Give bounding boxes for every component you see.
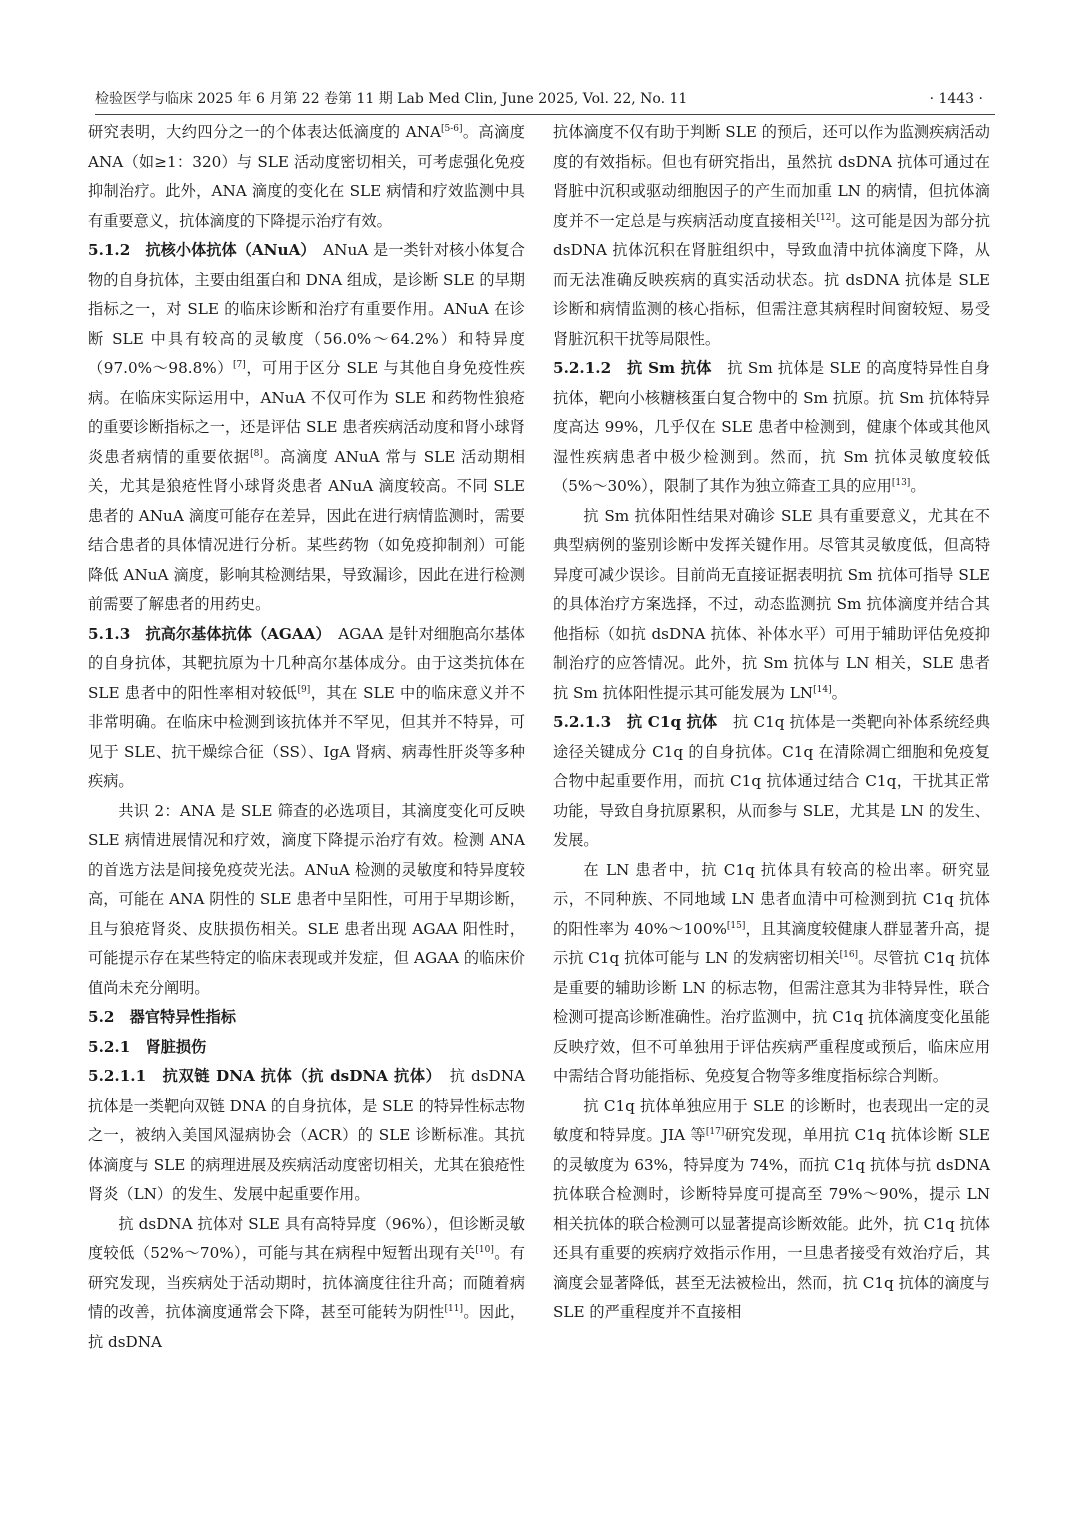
citation-ref: [17] <box>705 1126 725 1137</box>
text-run: 。这可能是因为部分抗 dsDNA 抗体沉积在肾脏组织中，导致血清中抗体滴度下降，从而无法准确反映疾病的真实活动状态。抗 dsDNA 抗体是 SLE 诊断和病情监测的核心指标，但需注意其病程时间窗较短、易受肾脏沉积干扰等局限性。 <box>553 211 991 348</box>
text-run: 抗 dsDNA 抗体对 SLE 具有高特异度（96%），但诊断灵敏度较低（52%～70%），可能与其在病程中短暂出现有关 <box>88 1214 525 1262</box>
paragraph <box>553 856 990 1092</box>
journal-citation: 检验医学与临床 2025 年 6 月第 22 卷第 11 期 Lab Med Clin, June 2025, Vol. 22, No. 11 <box>95 91 688 107</box>
citation-ref: [13] <box>891 477 911 488</box>
text-run: 。尽管抗 C1q 抗体是重要的辅助诊断 LN 的标志物，但需注意其为非特异性，联合检测可提高诊断准确性。治疗监测中，抗 C1q 抗体滴度变化虽能反映疗效，但不可单独用于评估疾病严重程度或预后，临床应用中需结合肾功能指标、免疫复合物等多维度指标综合判断。 <box>553 949 990 1085</box>
text-run: 抗 C1q 抗体是一类靶向补体系统经典途径关键成分 C1q 的自身抗体。C1q 在清除凋亡细胞和免疫复合物中起重要作用，而抗 C1q 抗体通过结合 C1q，干扰其正常功能，导致自身抗原累积，从而参与 SLE，尤其是 LN 的发生、发展。 <box>553 713 990 849</box>
text-run: 抗体滴度不仅有助于判断 SLE 的预后，还可以作为监测疾病活动度的有效指标。但也有研究指出，虽然抗 dsDNA 抗体可通过在肾脏中沉积或驱动细胞因子的产生而加重 LN 的病情，但抗体滴度并不一定总是与疾病活动度直接相关 <box>553 123 990 230</box>
text-run: 。有研究发现，当疾病处于活动期时，抗体滴度往往升高；而随着病情的改善，抗体滴度通常会下降，甚至可能转为阴性 <box>88 1244 525 1321</box>
text-run: 。高滴度 ANuA 常与 SLE 活动期相关，尤其是狼疮性肾小球肾炎患者 ANuA 滴度较高。不同 SLE 患者的 ANuA 滴度可能存在差异，因此在进行病情监测时，需要结合患者的具体情况进行分析。某些药物（如免疫抑制剂）可能降低 ANuA 滴度，影响其检测结果，导致漏诊，因此在进行检测前需要了解患者的用药史。 <box>88 447 525 613</box>
citation-ref: [12] <box>816 212 835 223</box>
subsection-heading: 5.1.2 抗核小体抗体（ANuA） <box>88 241 308 259</box>
citation-ref: [14] <box>813 684 832 695</box>
text-run: 共识 2：ANA 是 SLE 筛查的必选项目，其滴度变化可反映 SLE 病情进展情况和疗效，滴度下降提示治疗有效。检测 ANA 的首选方法是间接免疫荧光法。ANuA 检测的灵敏度和特异度较高，可能在 ANA 阴性的 SLE 患者中呈阳性，可用于早期诊断，且与狼疮肾炎、皮肤损伤相关。SLE 患者出现 AGAA 阳性时，可能提示存在某些特定的临床表现或并发症，但 AGAA 的临床价值尚未充分阐明。 <box>88 801 525 997</box>
paragraph <box>88 1062 525 1210</box>
citation-ref: [11] <box>444 1303 463 1314</box>
text-run: 。 <box>910 477 926 495</box>
text-run: ，且其滴度较健康人群显著升高，提示抗 C1q 抗体可能与 LN 的发病密切相关 <box>553 919 990 967</box>
citation-ref: [16] <box>839 949 859 960</box>
subsection-heading: 5.2.1.2 抗 Sm 抗体 <box>553 359 712 377</box>
citation-ref: [5-6] <box>440 123 463 134</box>
paragraph <box>88 1210 525 1358</box>
subsection-heading: 5.1.3 抗高尔基体抗体（AGAA） <box>88 624 324 643</box>
paragraph <box>553 502 990 709</box>
right-column <box>553 118 990 1328</box>
citation-ref: [9] <box>297 684 311 695</box>
text-run: 抗 Sm 抗体是 SLE 的高度特异性自身抗体，靶向小核糖核蛋白复合物中的 Sm 抗原。抗 Sm 抗体特异度高达 99%，几乎仅在 SLE 患者中检测到，健康个体或其他风湿性疾病患者中极少检测到。然而，抗 Sm 抗体灵敏度较低（5%～30%），限制了其作为独立筛查工具的应用 <box>553 359 990 495</box>
subsection-heading: 5.2.1.1 抗双链 DNA 抗体（抗 dsDNA 抗体） <box>88 1067 434 1085</box>
text-run: 。高滴度 ANA（如≥1：320）与 SLE 活动度密切相关，可考虑强化免疫抑制治疗。此外，ANA 滴度的变化在 SLE 病情和疗效监测中具有重要意义，抗体滴度的下降提示治疗有效。 <box>88 123 525 230</box>
section-heading: 5.2.1 肾脏损伤 <box>88 1037 207 1056</box>
text-run: 研究发现，单用抗 C1q 抗体诊断 SLE 的灵敏度为 63%，特异度为 74%，而抗 C1q 抗体与抗 dsDNA 抗体联合检测时，诊断特异度可提高至 79%～90%，提示 LN 相关抗体的联合检测可以显著提高诊断效能。此外，抗 C1q 抗体还具有重要的疾病疗效指示作用，一旦患者接受有效治疗后，其滴度会显著降低，甚至无法被检出，然而，抗 C1q 抗体的滴度与 SLE 的严重程度并不直接相 <box>553 1126 990 1321</box>
text-run: AGAA 是针对细胞高尔基体的自身抗体，其靶抗原为十几种高尔基体成分。由于这类抗体在 SLE 患者中的阳性率相对较低 <box>88 624 525 702</box>
running-header <box>95 88 995 115</box>
text-run: 研究表明，大约四分之一的个体表达低滴度的 ANA <box>88 123 441 141</box>
citation-ref: [10] <box>475 1244 494 1255</box>
text-run: 。因此，抗 dsDNA <box>88 1303 526 1351</box>
text-run: ANuA 是一类针对核小体复合物的自身抗体，主要由组蛋白和 DNA 组成，是诊断 SLE 的早期指标之一，对 SLE 的临床诊断和治疗有重要作用。ANuA 在诊断 SLE 中具有较高的灵敏度（56.0%～64.2%）和特异度（97.0%～98.8%） <box>88 241 525 377</box>
subsection-heading: 5.2.1.3 抗 C1q 抗体 <box>553 713 718 731</box>
text-run: ，其在 SLE 中的临床意义并不非常明确。在临床中检测到该抗体并不罕见，但其并不特异，可见于 SLE、抗干燥综合征（SS）、IgA 肾病、病毒性肝炎等多种疾病。 <box>88 683 526 790</box>
text-run: 抗 Sm 抗体阳性结果对确诊 SLE 具有重要意义，尤其在不典型病例的鉴别诊断中发挥关键作用。尽管其灵敏度低，但高特异度可减少误诊。目前尚无直接证据表明抗 Sm 抗体可指导 SLE 的具体治疗方案选择，不过，动态监测抗 Sm 抗体滴度并结合其他指标（如抗 dsDNA 抗体、补体水平）可用于辅助评估免疫抑制治疗的应答情况。此外，抗 Sm 抗体与 LN 相关，SLE 患者抗 Sm 抗体阳性提示其可能发展为 LN <box>553 506 990 702</box>
text-run: ，可用于区分 SLE 与其他自身免疫性疾病。在临床实际运用中，ANuA 不仅可作为 SLE 和药物性狼疮的重要诊断指标之一，还是评估 SLE 患者疾病活动度和肾小球肾炎患者病情的重要依据 <box>88 359 525 466</box>
paragraph <box>553 708 990 856</box>
citation-ref: [8] <box>250 448 263 459</box>
left-column <box>88 118 525 1357</box>
paragraph <box>88 118 525 236</box>
text-run: 抗 dsDNA 抗体是一类靶向双链 DNA 的自身抗体，是 SLE 的特异性标志物之一，被纳入美国风湿病协会（ACR）的 SLE 诊断标准。其抗体滴度与 SLE 的病理进展及疾病活动度密切相关，尤其在狼疮性肾炎（LN）的发生、发展中起重要作用。 <box>88 1067 525 1203</box>
page-number: · 1443 · <box>929 91 983 107</box>
text-run: 抗 C1q 抗体单独应用于 SLE 的诊断时，也表现出一定的灵敏度和特异度。JIA 等 <box>553 1096 990 1144</box>
text-run: 。 <box>831 683 847 702</box>
paragraph <box>553 1092 990 1328</box>
paragraph <box>88 620 525 797</box>
paragraph <box>553 354 990 502</box>
section-heading: 5.2 器官特异性指标 <box>88 1008 236 1026</box>
text-run: 在 LN 患者中，抗 C1q 抗体具有较高的检出率。研究显示，不同种族、不同地域 LN 患者血清中可检测到抗 C1q 抗体的阳性率为 40%～100% <box>553 860 990 938</box>
citation-ref: [15] <box>726 920 746 931</box>
paragraph <box>88 236 525 620</box>
paragraph <box>88 797 525 1004</box>
citation-ref: [7] <box>233 359 246 370</box>
paragraph <box>553 118 990 354</box>
